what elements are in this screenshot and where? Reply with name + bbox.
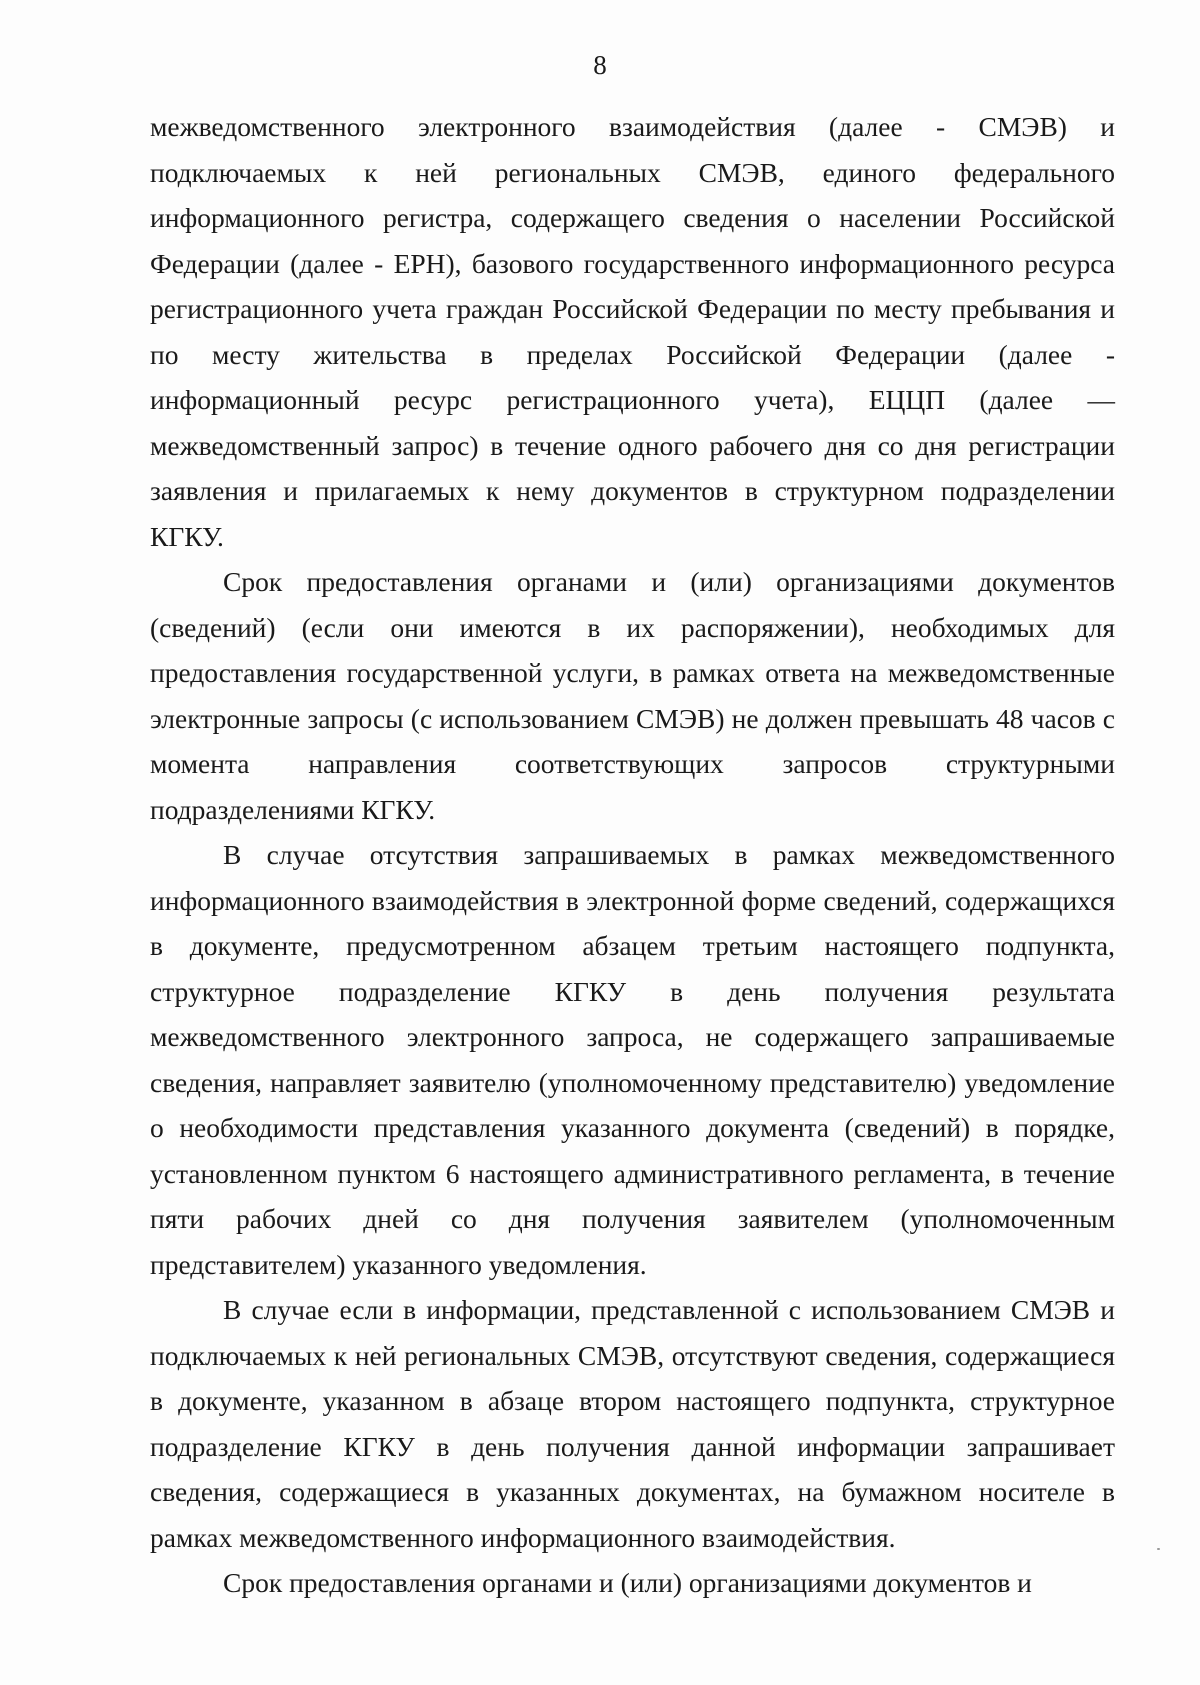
paragraph-response-deadline: Срок предоставления органами и (или) организациями документов (сведений) (если они имеются в их распоряжении), необходимых для предоставления государственной услуги, в рамках ответа на межведомственные электронные запросы (с использованием СМЭВ) не должен превышать 48 часов с момента направления соответствующих запросов структурными подразделениями КГКУ. <box>150 566 1115 825</box>
paragraph-missing-information: В случае отсутствия запрашиваемых в рамках межведомственного информационного взаимодействия в электронной форме сведений, содержащихся в документе, предусмотренном абзацем третьим настоящего подпункта, структурное подразделение КГКУ в день получения результата межведомственного электронного запроса, не содержащего запрашиваемые сведения, направляет заявителю (уполномоченному представителю) уведомление о необходимости представления указанного документа (сведений) в порядке, установленном пунктом 6 настоящего административного регламента, в течение пяти рабочих дней со дня получения заявителем (уполномоченным представителем) указанного уведомления. <box>150 839 1115 1280</box>
page-number: 8 <box>593 50 607 80</box>
scan-speck <box>1157 1548 1160 1550</box>
paragraph-paper-request: В случае если в информации, представленной с использованием СМЭВ и подключаемых к ней региональных СМЭВ, отсутствуют сведения, содержащиеся в документе, указанном в абзаце втором настоящего подпункта, структурное подразделение КГКУ в день получения данной информации запрашивает сведения, содержащиеся в указанных документах, на бумажном носителе в рамках межведомственного информационного взаимодействия. <box>150 1294 1115 1553</box>
paragraph-deadline-start: Срок предоставления органами и (или) организациями документов и <box>223 1567 1032 1598</box>
paragraph-continuation: межведомственного электронного взаимодействия (далее - СМЭВ) и подключаемых к ней региональных СМЭВ, единого федерального информационного регистра, содержащего сведения о населении Российской Федерации (далее - ЕРН), базового государственного информационного ресурса регистрационного учета граждан Российской Федерации по месту пребывания и по месту жительства в пределах Российской Федерации (далее - информационный ресурс регистрационного учета), ЕЦЦП (далее — межведомственный запрос) в течение одного рабочего дня со дня регистрации заявления и прилагаемых к нему документов в структурном подразделении КГКУ. <box>150 111 1115 552</box>
document-body <box>150 104 1115 1606</box>
